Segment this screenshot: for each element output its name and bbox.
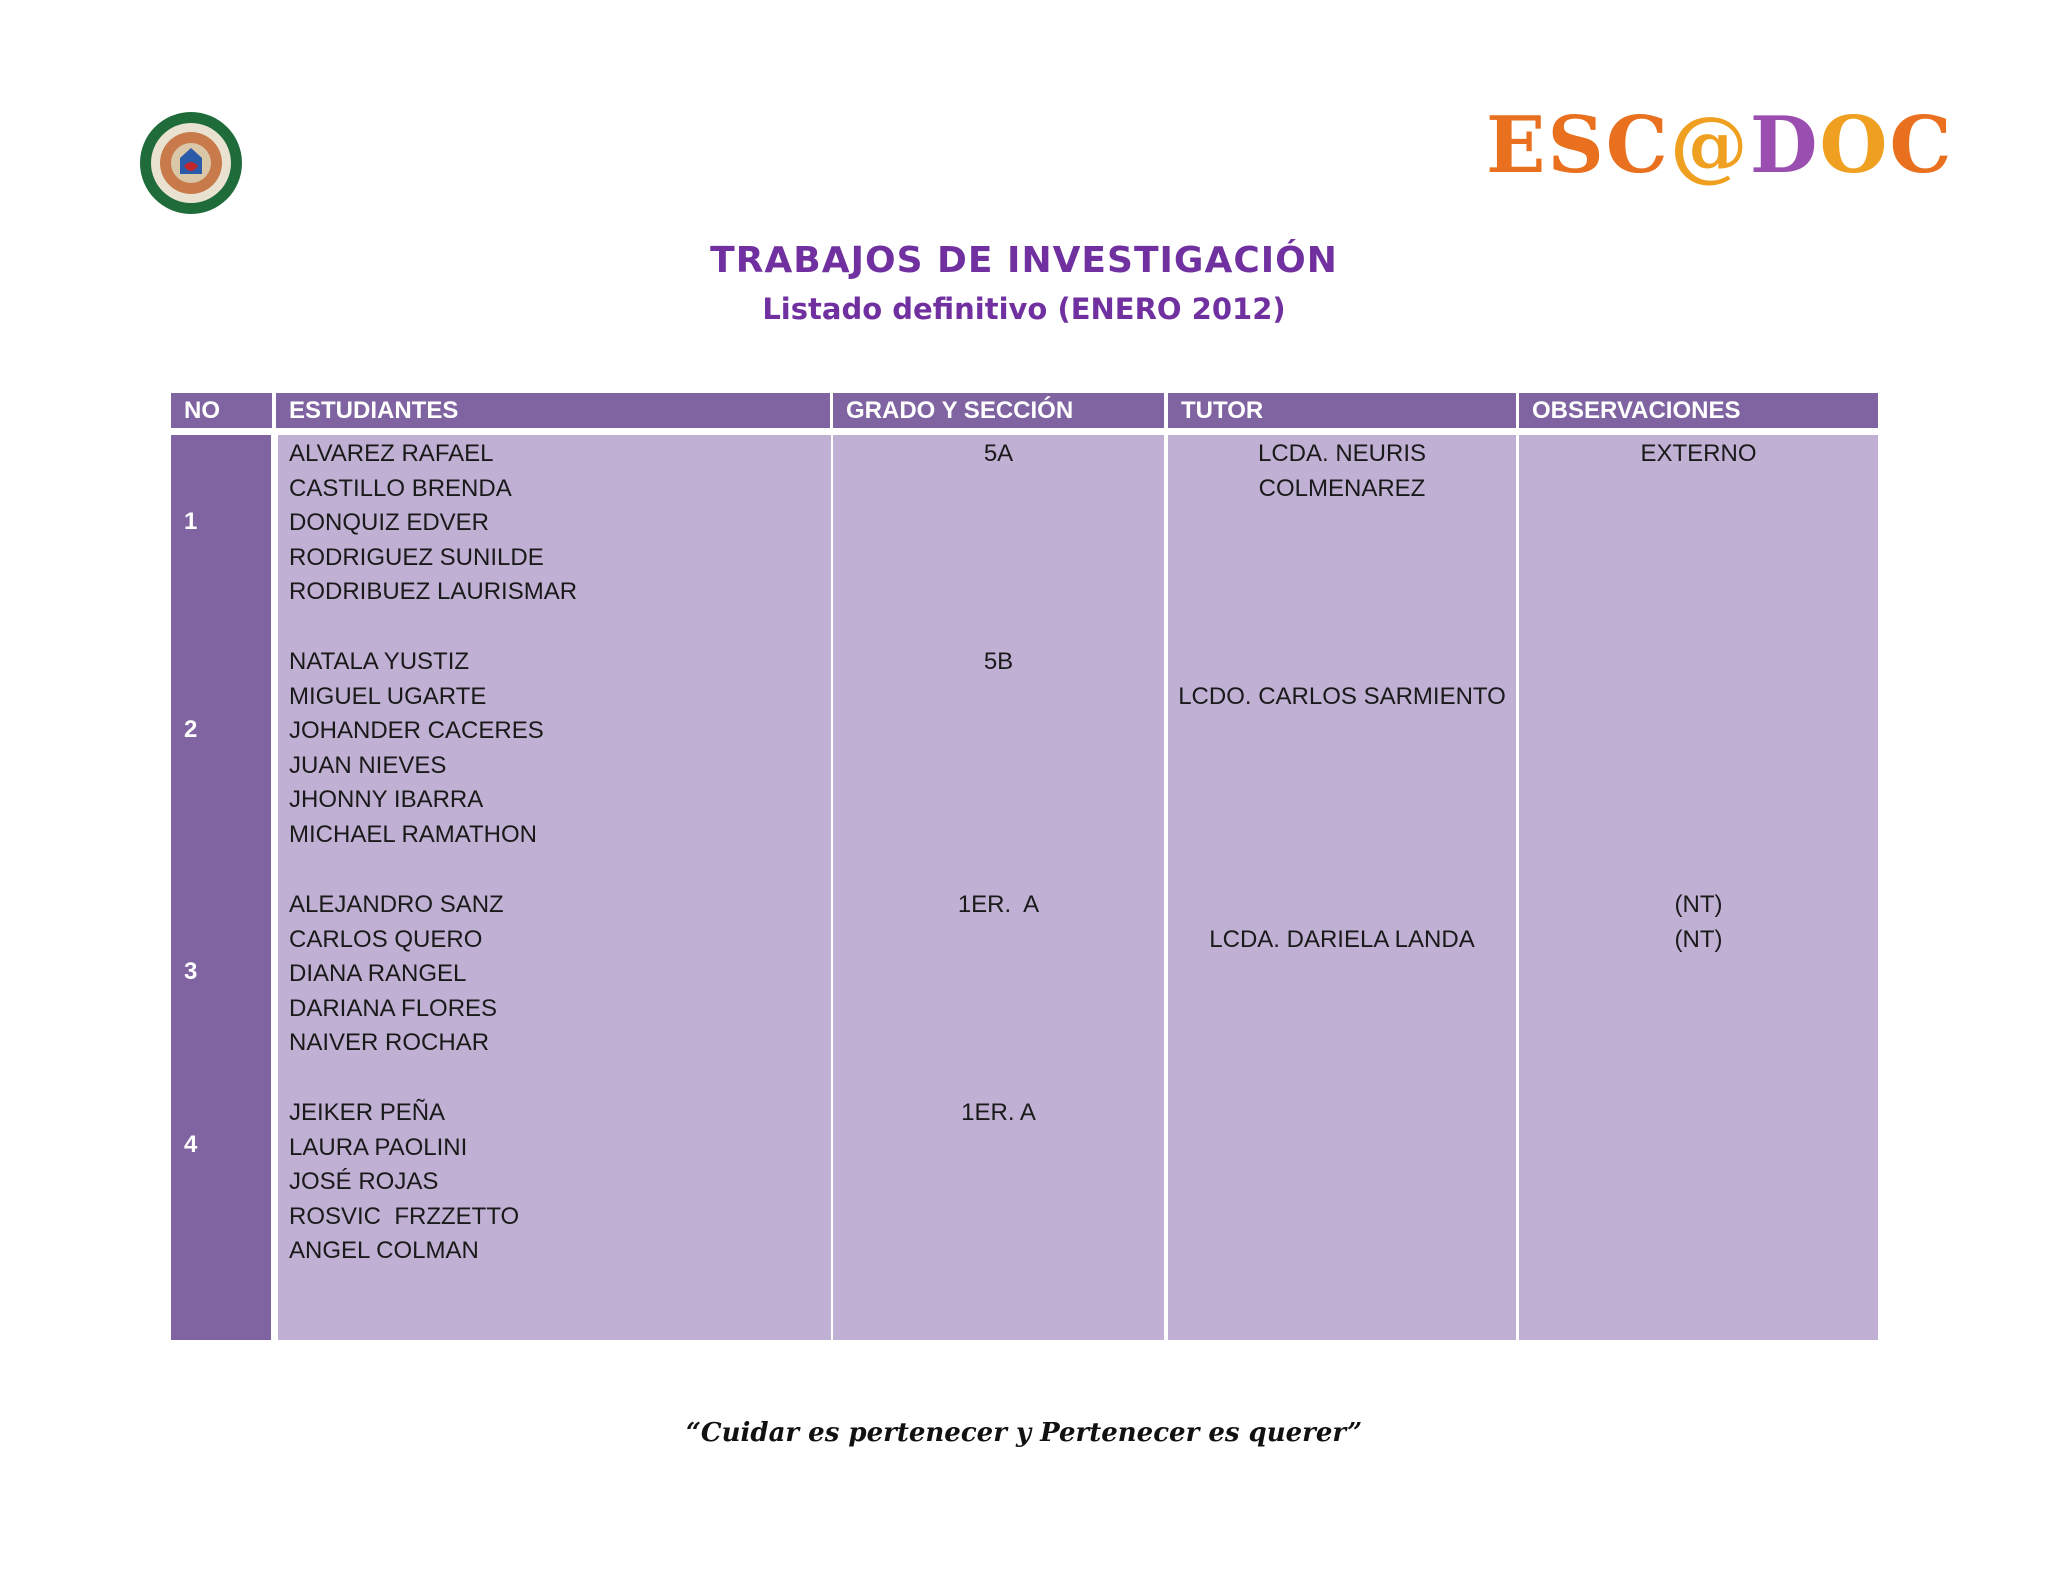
group-number: 4 — [184, 1131, 198, 1158]
group-grade: 1ER. A — [957, 891, 1040, 918]
group-grade: 5A — [983, 440, 1014, 467]
group-observation: EXTERNO — [1640, 440, 1757, 467]
group-observation: (NT) (NT) — [1674, 891, 1723, 953]
escodoc-logo: ESC@DOC — [1486, 100, 1954, 191]
group-students: ALVAREZ RAFAEL CASTILLO BRENDA DONQUIZ EDVER RODRIGUEZ SUNILDE RODRIBUEZ LAURISMAR — [289, 440, 578, 606]
page-subtitle: Listado definitivo (ENERO 2012) — [762, 292, 1286, 326]
header-no: NO — [171, 393, 272, 428]
column-tutor — [1168, 435, 1516, 1340]
group-tutor: LCDA. NEURIS COLMENAREZ — [1257, 440, 1427, 502]
header-estudiantes: ESTUDIANTES — [276, 393, 830, 428]
header-grado: GRADO Y SECCIÓN — [833, 393, 1164, 428]
group-students: JEIKER PEÑA LAURA PAOLINI JOSÉ ROJAS ROSVIC FRZZETTO ANGEL COLMAN — [289, 1099, 520, 1265]
footer-quote: “Cuidar es pertenecer y Pertenecer es querer” — [685, 1418, 1363, 1448]
group-tutor: LCDA. DARIELA LANDA — [1209, 926, 1475, 953]
column-no — [171, 435, 271, 1340]
group-students: NATALA YUSTIZ MIGUEL UGARTE JOHANDER CACERES JUAN NIEVES JHONNY IBARRA MICHAEL RAMATHON — [289, 648, 544, 848]
group-grade: 5B — [983, 648, 1014, 675]
school-seal-icon — [138, 110, 244, 216]
group-number: 1 — [184, 508, 198, 535]
group-number: 2 — [184, 716, 198, 743]
group-grade: 1ER. A — [961, 1099, 1036, 1126]
group-tutor: LCDO. CARLOS SARMIENTO — [1178, 683, 1506, 710]
header-observaciones: OBSERVACIONES — [1519, 393, 1878, 428]
group-students: ALEJANDRO SANZ CARLOS QUERO DIANA RANGEL DARIANA FLORES NAIVER ROCHAR — [289, 891, 504, 1057]
group-number: 3 — [184, 958, 198, 985]
page-title: TRABAJOS DE INVESTIGACIÓN — [710, 240, 1338, 281]
header-tutor: TUTOR — [1168, 393, 1516, 428]
